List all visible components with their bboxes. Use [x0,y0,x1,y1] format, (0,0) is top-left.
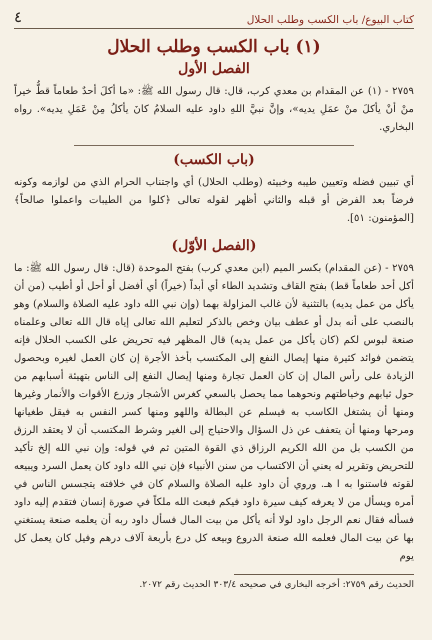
footnote-rule [234,574,414,575]
footnote: الحديث رقم ٢٧٥٩: أخرجه البخاري في صحيحه ٣٠٣/٤ الحديث رقم ٢٠٧٢. [139,579,414,590]
running-title: كتاب البيوع/ باب الكسب وطلب الحلال [246,14,414,26]
commentary-heading: (باب الكسب) [173,152,255,168]
hadith-text: ٢٧٥٩ - (١) عن المقدام بن معدي كرب، قال: قال رسول الله ﷺ: «ما أكلَ أحدٌ طعاماً قطُّ خيراً منْ أنْ يأكلَ منْ عمَلِ يديه»، وإنَّ نبيَّ اللهِ داود عليه السلامُ كانَ يأكلُ مِنْ عَمَلِ يديه». رواه البخاري. [14,86,414,133]
section-divider [74,145,354,146]
chapter-title: (١) باب الكسب وطلب الحلال [107,37,321,57]
section-title-first: الفصل الأول [178,61,250,77]
commentary-intro: أي تبيين فضله وتعيين طيبه وخبيثه (وطلب الحلال) أي واجتناب الحرام الذي من لوازمه وكونه فرضاً بعد الفرض أو قبله والثاني أظهر لقوله تعالى ﴿كلوا من الطيبات واعملوا صالحاً﴾ [المؤمنون: ٥١]. [14,177,414,224]
running-header [14,0,414,29]
commentary-body: ٢٧٥٩ - (عن المقدام) بكسر الميم (ابن معدي كرب) بفتح الموحدة (قال: قال رسول الله ﷺ: ما أكل أحد طعاماً قط) بفتح القاف وتشديد الطاء أي أبداً (خيراً) أي أفضل أو أحل أو أطيب (من أن يأكل من عمل يديه) بالتثنية لأن غالب المزاولة بهما (وإن نبي الله داود عليه الصلاة والسلام) وهو بالنصب على أنه بدل أو عطف بيان وخص بالذكر لتعليم الله تعالى إياه قال الله تعالى وعلمناه صنعة لبوس لكم (كان يأكل من عمل يديه) قال المظهر فيه تحريض على الكسب الحلال فإنه يتضمن فوائد كثيرة منها إيصال النفع إلى المكتسب بأخذ الأجرة إن كان العمل لغيره وبحصول الزيادة على رأس المال إن كان العمل تجارة ومنها إيصال النفع إلى الناس بتهيئة أسبابهم من حول ثيابهم وخياطتهم ونحوهما مما يحصل بالسعي كغرس الأشجار وزرع الأقوات والأنمار وغيرها ومنها أن يشتغل الكاسب به فيسلم عن البطالة واللهو ومنها كسر النفس به فيقل طغيانها ومرحها ومنها أن يتعفف عن ذل السؤال والاحتياج إلى الغير وشرط المكتسب أن لا يعتقد الرزق من الكسب بل من الله الكريم الرزاق ذي القوة المتين ثم في قوله: وإن نبي الله إلخ تأكيد للتحريض وتقرير له يعني أن الاكتساب من سنن الأنبياء فإن نبي الله داود كان يعمل السرد ويبيعه لقوته فاستنوا به ا هـ. وروي أن داود عليه الصلاة والسلام كان في خلافته يتجسس الناس في أمره ويسأل من لا يعرفه كيف سيرة داود فيكم فبعث الله ملكاً في صورة إنسان فتقدم إليه داود فسأله فقال نعم الرجل داود لولا أنه يأكل من بيت المال فسأل داود ربه أن يعلمه صنعة يستغني بها عن بيت المال فعلمه الله صنعة الدروع وبيعه كل درع بأربعة آلاف درهم وفيل كان يعمل كل يوم [14,263,414,562]
page-number: ٤ [14,8,23,26]
commentary-section-heading: (الفصل الأوّل) [171,238,257,254]
